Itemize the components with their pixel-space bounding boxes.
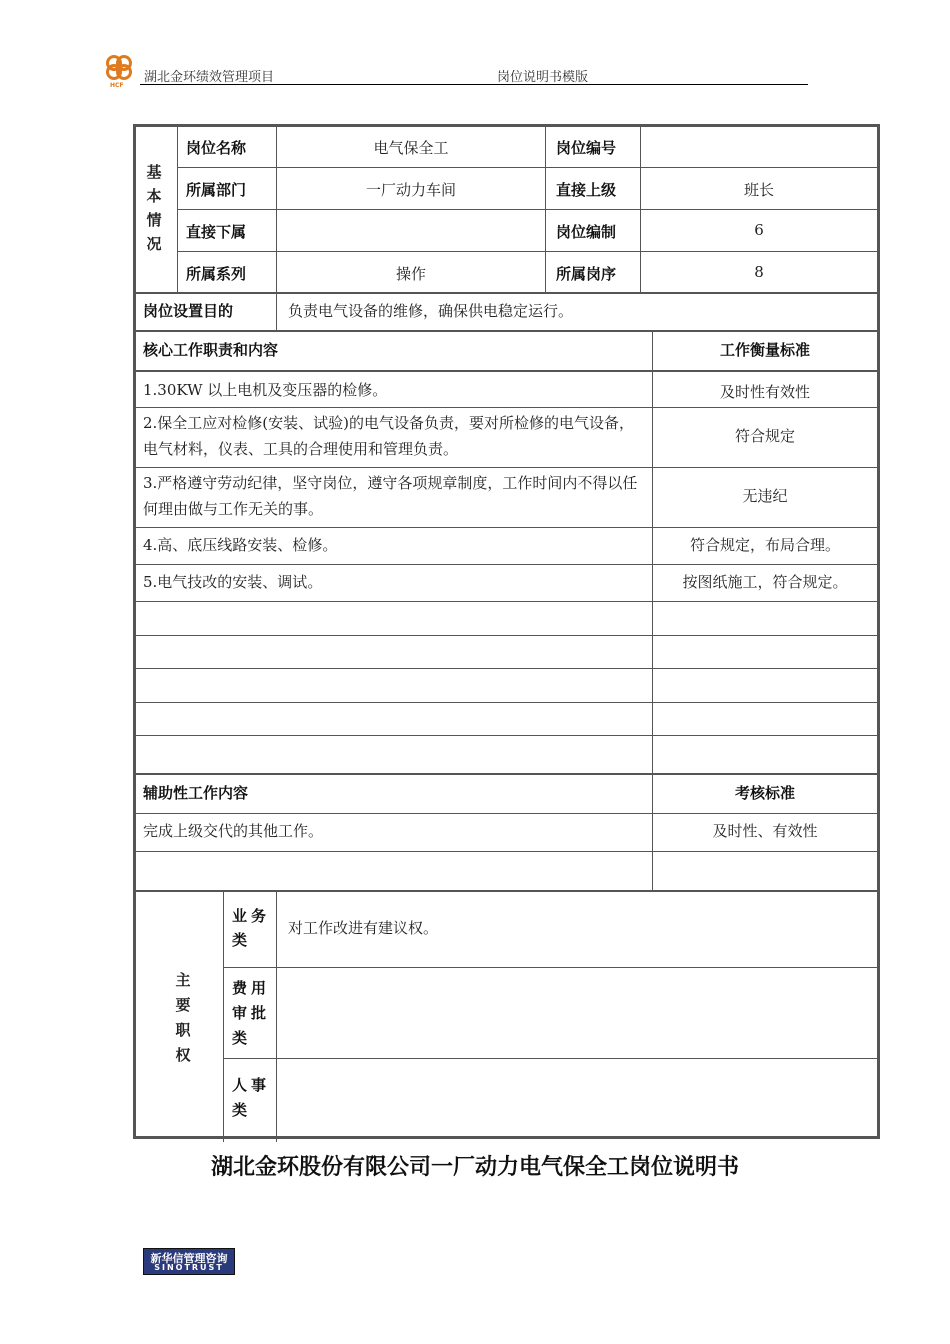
svg-text:HCF: HCF bbox=[110, 82, 124, 88]
aux-header-standard: 考核标准 bbox=[734, 785, 795, 802]
label-direct-subordinate: 直接下属 bbox=[186, 224, 247, 241]
value-position-name: 电气保全工 bbox=[373, 139, 449, 157]
core-duty-1: 1.30KW 以上电机及变压器的检修。 bbox=[143, 381, 388, 399]
core-duty-2: 2.保全工应对检修(安装、试验)的电气设备负责，要对所检修的电气设备，电气材料，仪表、工具的合理使用和管理负责。 bbox=[143, 414, 635, 458]
document-title: 湖北金环股份有限公司一厂动力电气保全工岗位说明书 bbox=[210, 1155, 739, 1180]
value-job-rank: 8 bbox=[754, 263, 764, 281]
purpose-value: 负责电气设备的维修，确保供电稳定运行。 bbox=[288, 302, 574, 320]
header-project-name: 湖北金环绩效管理项目 bbox=[144, 70, 275, 85]
authority-label-business: 业务类 bbox=[232, 908, 271, 949]
brand-cn-text: 新华信管理咨询 bbox=[150, 1252, 228, 1265]
purpose-label: 岗位设置目的 bbox=[143, 303, 234, 320]
label-position-name: 岗位名称 bbox=[186, 140, 247, 157]
aux-task-1: 完成上级交代的其他工作。 bbox=[143, 822, 324, 840]
basic-section-label: 基本情况 bbox=[146, 164, 162, 253]
core-standard-5: 按图纸施工，符合规定。 bbox=[682, 573, 848, 591]
core-duty-3: 3.严格遵守劳动纪律，坚守岗位，遵守各项规章制度，工作时间内不得以任何理由做与工作无关的事。 bbox=[143, 474, 638, 518]
value-headcount: 6 bbox=[754, 221, 764, 239]
core-header-duties: 核心工作职责和内容 bbox=[143, 342, 279, 359]
core-duty-4: 4.高、底压线路安装、检修。 bbox=[143, 536, 338, 554]
label-job-rank: 所属岗序 bbox=[556, 266, 617, 283]
core-standard-3: 无违纪 bbox=[742, 487, 788, 505]
label-department: 所属部门 bbox=[186, 182, 247, 199]
value-job-series: 操作 bbox=[395, 265, 426, 283]
label-job-series: 所属系列 bbox=[186, 266, 247, 283]
core-standard-2: 符合规定 bbox=[734, 427, 795, 445]
page-header bbox=[100, 52, 808, 88]
core-duty-5: 5.电气技改的安装、调试。 bbox=[143, 573, 323, 591]
header-doc-type: 岗位说明书模版 bbox=[497, 70, 589, 85]
consultancy-logo bbox=[143, 1248, 235, 1275]
core-standard-1: 及时性有效性 bbox=[719, 383, 810, 401]
label-headcount: 岗位编制 bbox=[556, 224, 617, 241]
authority-section-label: 主要职权 bbox=[175, 972, 191, 1064]
label-position-code: 岗位编号 bbox=[556, 140, 617, 157]
aux-standard-1: 及时性、有效性 bbox=[712, 822, 818, 840]
core-standard-4: 符合规定，布局合理。 bbox=[689, 536, 840, 554]
aux-header-content: 辅助性工作内容 bbox=[143, 785, 249, 802]
label-direct-superior: 直接上级 bbox=[556, 182, 617, 199]
company-logo-icon bbox=[100, 52, 140, 88]
header-rule bbox=[140, 84, 808, 85]
job-description-form bbox=[133, 124, 880, 1139]
authority-value-business: 对工作改进有建议权。 bbox=[288, 919, 439, 937]
value-direct-superior: 班长 bbox=[743, 181, 774, 199]
brand-en-text: SINOTRUST bbox=[154, 1263, 224, 1272]
authority-label-expense: 费用审批类 bbox=[232, 980, 271, 1047]
value-department: 一厂动力车间 bbox=[365, 181, 456, 199]
authority-label-personnel: 人事类 bbox=[232, 1077, 271, 1119]
core-header-standard: 工作衡量标准 bbox=[719, 342, 810, 359]
